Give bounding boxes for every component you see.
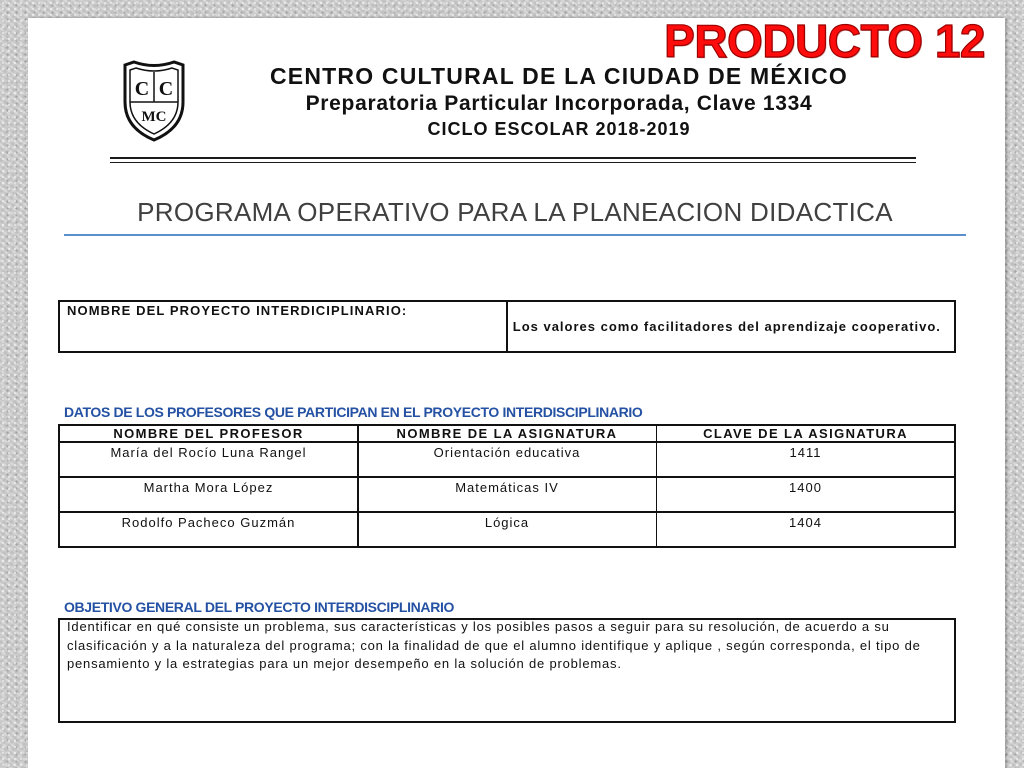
project-name-label: NOMBRE DEL PROYECTO INTERDICIPLINARIO: — [60, 302, 506, 351]
subject-code-cell: 1400 — [657, 478, 954, 512]
project-name-value — [508, 302, 954, 351]
teacher-name-cell: Martha Mora López — [60, 478, 357, 512]
subject-code-cell: 1404 — [657, 513, 954, 547]
objective-line: Identificar en qué consiste un problema, sus características y los posibles pasos a seguir para su resolución, de acuerdo a su — [67, 619, 890, 634]
objective-paragraph — [67, 618, 948, 674]
column-header-subject: NOMBRE DE LA ASIGNATURA — [359, 426, 656, 441]
crest-letters-bottom: MC — [141, 109, 167, 125]
school-name: Preparatoria Particular Incorporada, Clave 1334 — [305, 92, 813, 115]
product-number-label: PRODUCTO 12 — [664, 15, 985, 67]
subject-name-cell: Matemáticas IV — [359, 478, 656, 512]
title-underline — [64, 234, 966, 236]
institution-name: CENTRO CULTURAL DE LA CIUDAD DE MÉXICO — [269, 63, 848, 89]
document-title: PROGRAMA OPERATIVO PARA LA PLANEACION DIDACTICA — [137, 197, 893, 227]
subject-code-cell: 1411 — [657, 443, 954, 477]
teacher-name-cell: Rodolfo Pacheco Guzmán — [60, 513, 357, 547]
document-page — [28, 15, 1005, 768]
teacher-name-cell: María del Rocío Luna Rangel — [60, 443, 357, 477]
project-name-text: Los valores como facilitadores del aprendizaje cooperativo. — [512, 319, 941, 334]
teachers-section-heading: DATOS DE LOS PROFESORES QUE PARTICIPAN EN EL PROYECTO INTERDISCIPLINARIO — [64, 404, 643, 420]
objective-line: pensamiento y la estrategias para un mejor desempeño en la solución de problemas. — [67, 656, 622, 671]
project-name-table — [58, 300, 956, 353]
objective-box — [58, 618, 956, 723]
school-cycle: CICLO ESCOLAR 2018-2019 — [427, 119, 691, 139]
objective-section-heading: OBJETIVO GENERAL DEL PROYECTO INTERDISCIPLINARIO — [64, 599, 455, 615]
column-header-teacher: NOMBRE DEL PROFESOR — [60, 426, 357, 441]
teachers-table — [58, 424, 956, 548]
column-header-subject-code: CLAVE DE LA ASIGNATURA — [657, 426, 954, 441]
crest-letter-right: C — [158, 78, 174, 100]
header-double-rule — [110, 157, 916, 163]
subject-name-cell: Lógica — [359, 513, 656, 547]
subject-name-cell: Orientación educativa — [359, 443, 656, 477]
objective-line: clasificación y a la naturaleza del programa; con la finalidad de que el alumno identifique y aplique , según corresponda, el tipo de — [67, 637, 921, 653]
crest-letter-left: C — [134, 78, 150, 100]
